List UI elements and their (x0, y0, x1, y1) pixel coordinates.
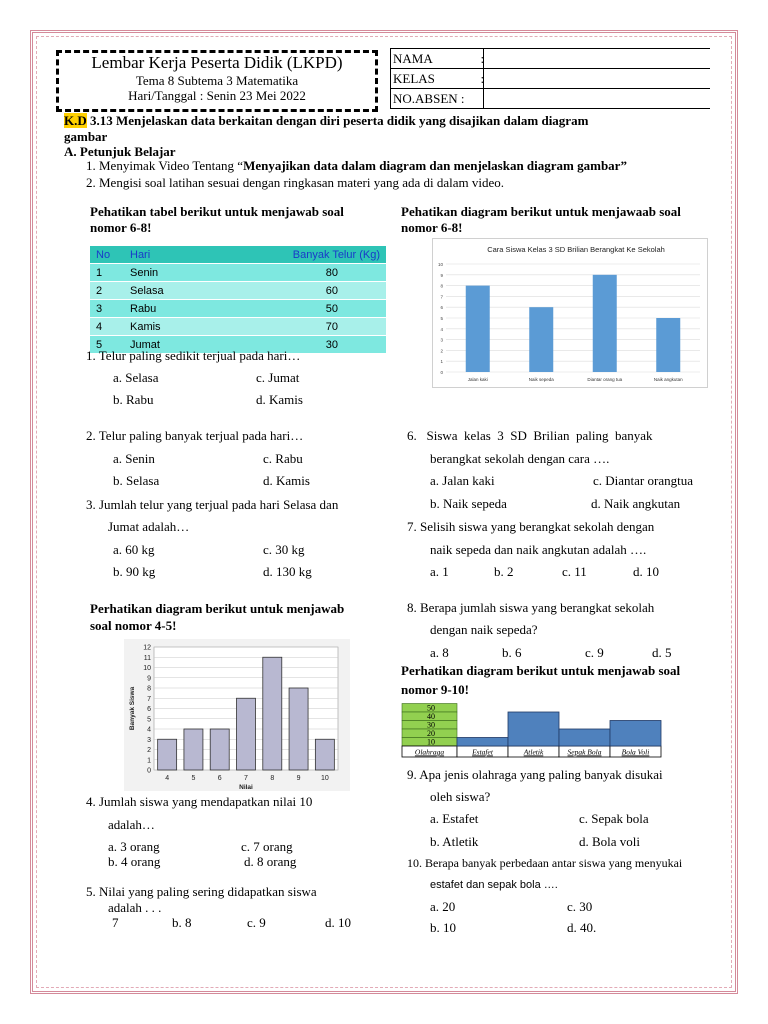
y-tick-label: 8 (440, 283, 443, 289)
name-field[interactable] (484, 49, 711, 69)
option-d[interactable]: d. Kamis (263, 473, 310, 488)
option-a[interactable]: a. Jalan kaki (430, 473, 495, 488)
question-8: 8. Berapa jumlah siswa yang berangkat sekolah (407, 600, 655, 615)
col-header: Banyak Telur (Kg) (207, 246, 386, 264)
option-a[interactable]: a. Selasa (113, 370, 159, 385)
y-tick-label: 4 (147, 726, 151, 734)
option-a[interactable]: a. Senin (113, 451, 155, 466)
option-c[interactable]: c. 11 (562, 564, 587, 579)
question-2: 2. Telur paling banyak terjual pada hari… (86, 428, 304, 443)
cell-day: Senin (124, 264, 207, 282)
option-d[interactable]: d. 10 (633, 564, 659, 579)
x-tick-label: 5 (191, 775, 196, 782)
option-a[interactable]: 7 (112, 915, 119, 930)
option-a[interactable]: a. 20 (430, 899, 456, 914)
option-b[interactable]: b. Naik sepeda (430, 496, 507, 511)
option-d[interactable]: d. 8 orang (244, 854, 297, 869)
option-b[interactable]: b. 10 (430, 920, 456, 935)
x-tick-label: Naik angkutan (653, 377, 683, 382)
instruction-1 (86, 157, 627, 175)
x-tick-label: Estafet (472, 747, 493, 757)
y-tick-label: 9 (440, 272, 443, 278)
question-8-cont: dengan naik sepeda? (430, 622, 538, 637)
sports-bar-chart (400, 700, 664, 760)
cell-value: 70 (207, 318, 386, 336)
bar (315, 739, 334, 770)
kd-text-cont: gambar (64, 129, 108, 144)
table-heading-2: nomor 6-8! (90, 220, 152, 235)
bar (610, 721, 661, 747)
cell-value: 80 (207, 264, 386, 282)
kd-statement (64, 112, 714, 130)
question-4-cont: adalah… (108, 817, 155, 832)
bar (457, 738, 508, 747)
bar (289, 688, 308, 770)
bar3-heading-1: Perhatikan diagram berikut untuk menjawab soal (401, 663, 681, 678)
question-7: 7. Selisih siswa yang berangkat sekolah dengan (407, 519, 655, 534)
instruction-2: 2. Mengisi soal latihan sesuai dengan ringkasan materi yang ada di dalam video. (86, 175, 505, 190)
question-4: 4. Jumlah siswa yang mendapatkan nilai 10 (86, 794, 313, 809)
y-tick-label: 1 (440, 359, 443, 365)
question-3-cont: Jumat adalah… (108, 519, 190, 534)
option-d[interactable]: d. Naik angkutan (591, 496, 681, 511)
bar (559, 729, 610, 746)
cell-day: Selasa (124, 282, 207, 300)
y-tick-label: 7 (440, 294, 443, 300)
bar1-heading-1: Pehatikan diagram berikut untuk menjawaab soal (401, 204, 681, 219)
y-tick-label: 10 (143, 665, 151, 672)
table-heading-1: Pehatikan tabel berikut untuk menjawab soal (90, 204, 344, 219)
x-tick-label: Olahraga (414, 747, 445, 757)
option-b[interactable]: b. 6 (502, 645, 522, 660)
option-c[interactable]: c. Rabu (263, 451, 303, 466)
y-tick-label: 5 (147, 716, 151, 724)
identity-row-name[interactable] (391, 49, 711, 69)
question-10-cont: estafet dan sepak bola …. (430, 879, 558, 891)
identity-table (390, 48, 710, 109)
y-tick-label: 3 (147, 736, 151, 744)
absen-field[interactable] (484, 89, 711, 109)
cell-no: 4 (90, 318, 124, 336)
option-c[interactable]: c. Sepak bola (579, 811, 649, 826)
bar (210, 729, 229, 770)
y-tick-label: 5 (440, 316, 443, 321)
y-tick-label: 20 (427, 729, 435, 738)
y-tick-label: 6 (147, 706, 151, 713)
option-c[interactable]: c. 7 orang (241, 839, 293, 854)
x-tick-label: Atletik (523, 747, 544, 757)
instruction-1-topic: Menyajikan data dalam diagram dan menjelaskan diagram gambar” (243, 158, 627, 173)
option-c[interactable]: c. 30 (567, 899, 593, 914)
instruction-1-prefix: 1. Menyimak Video Tentang “ (86, 158, 244, 173)
option-d[interactable]: d. 10 (325, 915, 351, 930)
col-header: Hari (124, 246, 207, 264)
bar (237, 698, 256, 770)
title-box (56, 50, 378, 112)
cell-no: 5 (90, 336, 124, 354)
cell-value: 30 (207, 336, 386, 354)
option-b[interactable]: b. Atletik (430, 834, 479, 849)
option-d[interactable]: d. 130 kg (263, 564, 312, 579)
option-c[interactable]: c. Jumat (256, 370, 300, 385)
option-a[interactable]: a. 8 (430, 645, 449, 660)
option-b[interactable]: b. 4 orang (108, 854, 161, 869)
identity-label: NAMA (393, 50, 433, 66)
cell-value: 50 (207, 300, 386, 318)
bar (158, 739, 177, 770)
kd-text: 3.13 Menjelaskan data berkaitan dengan diri peserta didik yang disajikan dalam diagram (86, 113, 589, 128)
y-tick-label: 10 (437, 262, 443, 267)
option-d[interactable]: d. Kamis (256, 392, 303, 407)
x-tick-label: Diantar orang tua (587, 377, 623, 382)
question-6-cont: berangkat sekolah dengan cara …. (430, 451, 610, 466)
table-row (90, 264, 386, 282)
option-a[interactable]: a. Estafet (430, 811, 479, 826)
bar (466, 286, 490, 372)
x-tick-label: 7 (244, 775, 248, 782)
cell-no: 1 (90, 264, 124, 282)
bar (184, 729, 203, 770)
y-tick-label: 0 (440, 370, 443, 375)
x-tick-label: 9 (296, 775, 301, 782)
question-6: 6. Siswa kelas 3 SD Brilian paling banyak (407, 428, 653, 443)
y-tick-label: 9 (147, 675, 151, 683)
option-c[interactable]: c. 9 (247, 915, 266, 930)
kd-code: K.D (64, 113, 87, 128)
table-row (90, 300, 386, 318)
option-d[interactable]: d. 40. (567, 920, 597, 935)
question-5: 5. Nilai yang paling sering didapatkan siswa (86, 884, 317, 899)
hist-heading-2: soal nomor 4-5! (90, 618, 177, 633)
y-tick-label: 40 (427, 712, 435, 721)
question-9-cont: oleh siswa? (430, 789, 491, 804)
date-line: Hari/Tanggal : Senin 23 Mei 2022 (128, 88, 306, 103)
transport-bar-chart (432, 238, 708, 388)
option-d[interactable]: d. Bola voli (579, 834, 641, 849)
option-b[interactable]: b. 2 (494, 564, 514, 579)
chart-title: Cara Siswa Kelas 3 SD Brilian Berangkat Ke Sekolah (487, 245, 665, 254)
question-7-cont: naik sepeda dan naik angkutan adalah …. (430, 542, 647, 557)
x-axis-label: Nilai (239, 784, 253, 791)
option-c[interactable]: c. 9 (585, 645, 604, 660)
bar (593, 275, 617, 372)
y-tick-label: 2 (147, 747, 151, 754)
question-3: 3. Jumlah telur yang terjual pada hari Selasa dan (86, 497, 339, 512)
y-tick-label: 3 (440, 337, 443, 343)
y-tick-label: 30 (427, 720, 435, 730)
bar (508, 712, 559, 746)
x-tick-label: Jalan kaki (467, 377, 488, 382)
x-tick-label: 10 (320, 775, 329, 782)
hist-heading-1: Perhatikan diagram berikut untuk menjawab (90, 601, 345, 616)
y-tick-label: 50 (427, 703, 435, 713)
worksheet-title: Lembar Kerja Peserta Didik (LKPD) (91, 53, 343, 72)
option-a[interactable]: a. 3 orang (108, 839, 160, 854)
option-d[interactable]: d. 5 (652, 645, 672, 660)
y-tick-label: 7 (147, 695, 151, 703)
table-row (90, 282, 386, 300)
bar3-heading-2: nomor 9-10! (401, 682, 470, 697)
question-5-cont: adalah . . . (108, 900, 162, 915)
cell-no: 2 (90, 282, 124, 300)
y-tick-label: 4 (440, 326, 443, 332)
instructions-heading: A. Petunjuk Belajar (64, 144, 176, 159)
x-tick-label: 8 (270, 775, 275, 782)
cell-day: Jumat (124, 336, 207, 354)
bar (529, 307, 553, 372)
option-a[interactable]: a. 60 kg (113, 542, 155, 557)
cell-day: Kamis (124, 318, 207, 336)
y-tick-label: 8 (147, 685, 151, 693)
question-1: 1. Telur paling sedikit terjual pada hari… (86, 348, 301, 363)
option-c[interactable]: c. 30 kg (263, 542, 305, 557)
x-tick-label: Naik sepeda (528, 377, 554, 382)
y-tick-label: 2 (440, 348, 443, 354)
cell-no: 3 (90, 300, 124, 318)
identity-sep: : (480, 70, 485, 86)
identity-label: NO.ABSEN : (393, 90, 465, 106)
option-b[interactable]: b. Rabu (113, 392, 154, 407)
bar (656, 318, 680, 372)
cell-day: Rabu (124, 300, 207, 318)
y-tick-label: 12 (143, 644, 151, 652)
identity-label: KELAS (393, 70, 435, 86)
y-tick-label: 11 (143, 654, 151, 662)
option-a[interactable]: a. 1 (430, 564, 449, 579)
option-b[interactable]: b. 8 (172, 915, 192, 930)
egg-sales-table (90, 246, 386, 353)
option-b[interactable]: b. 90 kg (113, 564, 156, 579)
option-b[interactable]: b. Selasa (113, 473, 160, 488)
identity-sep: : (480, 50, 485, 66)
question-10: 10. Berapa banyak perbedaan antar siswa yang menyukai (407, 856, 683, 870)
question-9: 9. Apa jenis olahraga yang paling banyak disukai (407, 767, 663, 782)
identity-row-absen[interactable] (391, 89, 711, 109)
bar (263, 657, 282, 770)
x-tick-label: 6 (217, 775, 222, 782)
y-tick-label: 1 (147, 757, 151, 765)
table-row (90, 318, 386, 336)
y-tick-label: 10 (427, 737, 435, 747)
x-tick-label: Sepak Bola (567, 747, 602, 757)
option-c[interactable]: c. Diantar orangtua (593, 473, 693, 488)
cell-value: 60 (207, 282, 386, 300)
score-histogram (124, 639, 350, 791)
y-tick-label: 6 (440, 305, 443, 311)
identity-row-class[interactable] (391, 69, 711, 89)
theme-line: Tema 8 Subtema 3 Matematika (135, 73, 299, 88)
y-axis-label: Banyak Siswa (129, 686, 136, 731)
bar1-heading-2: nomor 6-8! (401, 220, 463, 235)
x-tick-label: Bola Voli (621, 747, 650, 757)
col-header: No (90, 246, 124, 264)
x-tick-label: 4 (165, 775, 170, 782)
class-field[interactable] (484, 69, 711, 89)
y-tick-label: 0 (147, 767, 151, 775)
